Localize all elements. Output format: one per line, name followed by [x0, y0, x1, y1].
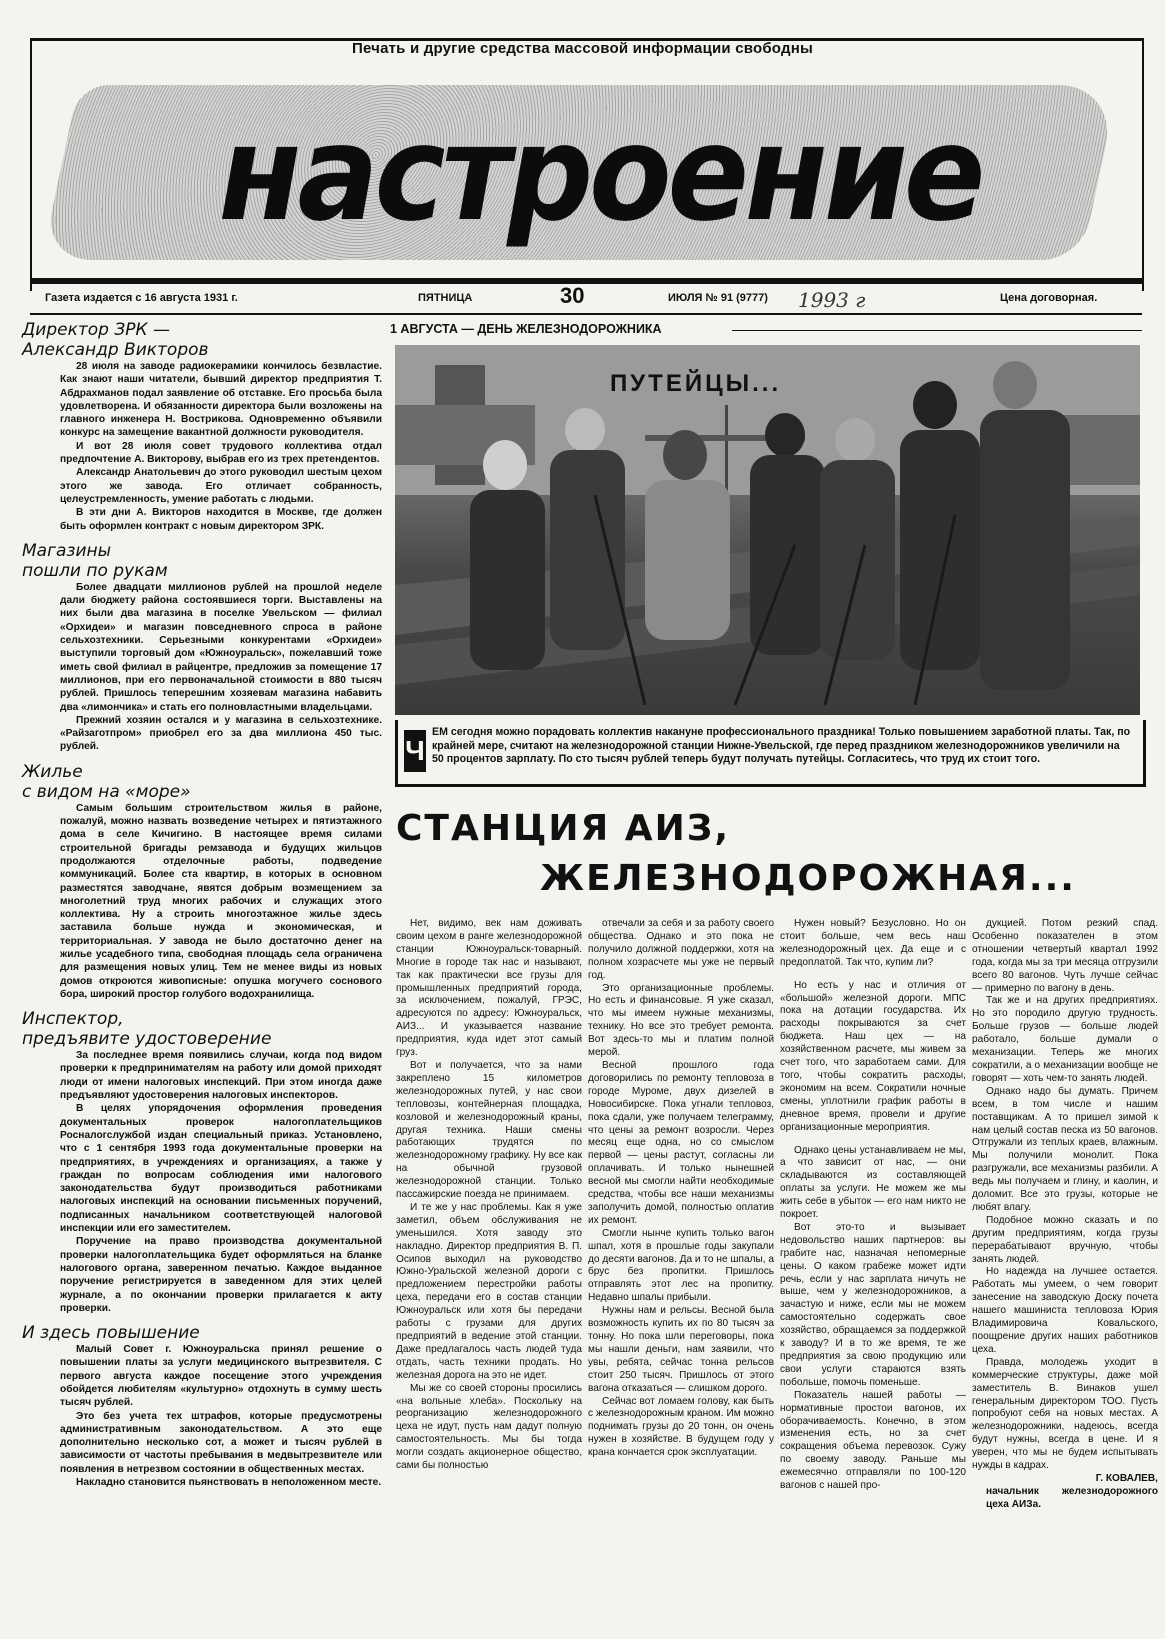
brief-body — [60, 581, 382, 754]
article-headline-line1: СТАНЦИЯ АИЗ, — [396, 808, 730, 849]
left-news-column — [22, 320, 382, 1497]
brief-paragraph: Александр Анатольевич до этого руководил шестым цехом этого же завода. Его отличает собранность, целеустремленность, умение работать с людьми. — [60, 467, 382, 505]
brief-title-line: Александр Викторов — [22, 340, 209, 360]
brief-paragraph: И вот 28 июля совет трудового коллектива отдал предпочтение А. Викторову, выбрав его из трех претендентов. — [60, 440, 382, 466]
article-author: Г. КОВАЛЕВ, — [1095, 1472, 1158, 1484]
brief-title-line: предъявите удостоверение — [22, 1029, 272, 1050]
brief-paragraph: Прежний хозяин остался и у магазина в сельхозтехнике. «Райзаготпром» приобрел его за два миллиона 450 тыс. рублей. — [60, 714, 382, 753]
brief-title-line: с видом на «море» — [22, 781, 191, 802]
news-brief — [22, 762, 382, 1001]
brief-title-line: Инспектор, — [22, 1009, 124, 1030]
brief-paragraph: В целях упорядочения оформления проведения документальных проверок налогоплательщиков Росналогслужбой издан специальный приказ. Установлено, что с 1 сентября 1993 года документальные проверки на предприятиях, в учреждениях и организациях, а также у граждан по вопросам соблюдения ими налогового законодательства будут производиться работниками налоговых инспекций на основании письменных поручений, подписанных начальником соответствующей налоговой инспекции или его заместителем. — [60, 1103, 382, 1235]
article-paragraph: Показатель нашей работы — нормативные простои вагонов, их оборачиваемость. Конечно, в этом изменения есть, но за счет сокращения объема перевозок. Сужу по своему заводу. Раньше мы ежемесячно отправляли по 100-120 вагонов с нашей про- — [780, 1389, 966, 1492]
photo-title: ПУТЕЙЦЫ... — [610, 370, 782, 397]
handwritten-year: 1993 г — [798, 288, 866, 312]
brief-paragraph: Более двадцати миллионов рублей на прошлой неделе дали бюджету района состоявшиеся торги. Выставлены на них были два магазина в поселке Увельском — филиал «Орхидеи» и магазин повседневного спроса в районе сельхозтехники. Серьезными конкурентами «Орхидеи» выступили торговый дом «Южноуральск», пожелавший тоже иметь свой филиал в райцентре, предложив за помещение 17 миллионов, при его первоначальной стоимости в 880 тысяч рублей. Пришлось теперешним хозяевам магазина набавить два «лимончика» и стать его полновластными владельцами. — [60, 581, 382, 713]
brief-title-line: Директор ЗРК — — [22, 320, 170, 340]
article-paragraph: Но надежда на лучшее остается. Работать мы умеем, о чем говорит занесение на заводскую Доску почета нашего машиниста тепловоза Юрия Владимировича Ковальского, поощрение других наших работников цеха. — [972, 1266, 1158, 1355]
brief-body — [60, 360, 382, 533]
article-paragraph: Смогли нынче купить только вагон шпал, хотя в прошлые годы закупали до десяти вагонов. Да и то не шпалы, а брус без пропитки. Пришлось отправлять этот лес на пропитку. Недавно шпалы прибыли. — [588, 1227, 774, 1304]
brief-paragraph: Малый Совет г. Южноуральска принял решение о повышении платы за услуги медицинского вытрезвителя. С первого августа каждое посещение этого учреждения обойдется любителям «культурно» отдохнуть в сумму шесть тысяч рублей. — [60, 1344, 382, 1409]
masthead-motto: Печать и другие средства массовой информации свободны — [352, 40, 813, 57]
article-paragraph: дукцией. Потом резкий спад. Особенно показателен в этом отношении четвертый квартал 1992 года, когда мы за три месяца отгрузили всего 80 вагонов. Чуть лучше сейчас — примерно по вагону в день. — [972, 918, 1158, 994]
newspaper-logo: настроение — [218, 98, 982, 251]
article-paragraph: Но есть у нас и отличия от «большой» железной дороги. МПС пока на дотации государства. Их расходы покрываются за счет бюджета. Наш цех — на хозяйственном расчете, мы живем за счет того, что заработаем сами. Для того, чтобы сократить расходы, экономим на всем. Сократили ночные смены, уплотнили график работы в дневное время, провели и другие организационные мероприятия. — [780, 979, 966, 1133]
kicker-rule — [732, 330, 1142, 331]
news-brief — [22, 1009, 382, 1315]
founded-line: Газета издается с 16 августа 1931 г. — [45, 292, 238, 304]
issue-month-number: ИЮЛЯ № 91 (9777) — [668, 292, 768, 304]
article-column-3 — [780, 918, 966, 1493]
article-paragraph: Весной прошлого года договорились по ремонту тепловоза в городе Муроме, двух дизелей в Новосибирске. Пока угнали тепловоз, пока сдали, уже получаем телеграмму, что цены за ремонт возросли. Через месяц еще одна, но со смыслом первой — цены растут, согласны ли оплачивать. И только нынешней весной мы смогли найти необходимые средства, чтобы все наши механизмы заполучить домой, полностью оплатив их ремонт. — [588, 1059, 774, 1226]
feature-kicker: 1 АВГУСТА — ДЕНЬ ЖЕЛЕЗНОДОРОЖНИКА — [390, 322, 662, 336]
brief-paragraph: За последнее время появились случаи, когда под видом проверки к предпринимателям на работу или домой приходят люди от имени налоговых инспекций. При этом иногда даже предъявляют удостоверения налоговых инспекторов. — [60, 1050, 382, 1102]
article-paragraph: Мы же со своей стороны просились «на вольные хлеба». Поскольку на реорганизацию железнодорожного цеха не идут, пусть нам дадут полную самостоятельность. Мы бы тогда могли создать акционерное общество, сами бы полностью — [396, 1382, 582, 1472]
brief-title-line: Магазины — [22, 540, 112, 561]
article-paragraph: Это организационные проблемы. Но есть и финансовые. Я уже сказал, что мы имеем нужные механизмы, технику. Но все это требует ремонта. Вот здесь-то мы и платим полной мерой. — [588, 982, 774, 1059]
weekday: ПЯТНИЦА — [418, 292, 473, 304]
news-brief — [22, 541, 382, 754]
news-brief — [22, 320, 382, 533]
article-paragraph: Нужен новый? Безусловно. Но он стоит больше, чем весь наш железнодорожный цех. Да еще и с предоплатой. Так что, купим ли? — [780, 918, 966, 968]
article-paragraph: Однако цены устанавливаем не мы, а что зависит от нас, — они складываются из составляющей оплаты за услуги. Не можем же мы жить себе в убыток — его нам никто не покроет. — [780, 1144, 966, 1221]
article-paragraph: И те же у нас проблемы. Как я уже заметил, объем обслуживания не уменьшился. Хотя заводу это накладно. Директор предприятия В. П. Осипов выходил на руководство Южно-Уральской железной дороги с предложением перестройки работы цеха, передачи его в состав станции Южноуральск или хотя бы передачи работы с грузами для других предприятий в ведение этой станции. Даже предлагалось часть людей туда отдать, часть техники продать. Но железная дорога на это не идет. — [396, 1201, 582, 1381]
brief-body — [60, 1343, 382, 1489]
brief-title-line: Жилье — [22, 761, 83, 782]
article-paragraph: Нужны нам и рельсы. Весной была возможность купить их по 80 тысяч за тонну. Но пока шли переговоры, пока мы нашли деньги, нам заявили, что увы, ребята, сейчас тонна рельсов стоит 250 тысяч. Пришлось от этого вагона отказаться — слишком дорого. — [588, 1305, 774, 1394]
masthead-rule — [30, 278, 1142, 284]
article-paragraph: Правда, молодежь уходит в коммерческие структуры, даже мой заместитель В. Винаков ушел генеральным директором ТОО. Пусть попробуют себя на новых местах. А железнодорожники, надеюсь, всегда будут нужны, всегда в цене. И я уверен, что мы не будем испытывать нужды в кадрах. — [972, 1356, 1158, 1472]
brief-title-line: пошли по рукам — [22, 560, 168, 581]
brief-paragraph: Накладно становится пьянствовать в неположенном месте. — [76, 1477, 382, 1489]
brief-paragraph: В эти дни А. Викторов находится в Москве, где должен быть оформлен контракт с новым директором ЗРК. — [60, 507, 382, 532]
news-brief — [22, 1323, 382, 1489]
issue-day: 30 — [560, 283, 585, 308]
article-paragraph: Вот это-то и вызывает недовольство наших партнеров: вы грабите нас, назначая непомерные цены. О каком грабеже может идти речь, если у нас зарплата ничуть не выше, чем у железнодорожников, а зачастую и ниже, если мы не можем самостоятельно содержать свое хозяйство, обращаемся за поддержкой к заводу? И в то же время, те же предприятия за свою продукцию или свои услуги стараются взять побольше, помочь поменьше. — [780, 1221, 966, 1388]
caption-drop-cap: Ч — [404, 730, 426, 772]
photo-illustration — [395, 345, 1140, 715]
article-paragraph: Однако надо бы думать. Причем всем, в том числе и нашим поставщикам. А то пришел зимой к нам целый состав песка из 50 вагонов. Отгружали из теплых краев, влажным. Мы получили монолит. Пока разгружали, все механизмы разбили. А ведь мы получаем и глину, и каолин, и доломит. Все это грузы, которые не любят влагу. — [972, 1085, 1158, 1213]
brief-body — [60, 1049, 382, 1315]
brief-body — [60, 802, 382, 1001]
article-headline-line2: ЖЕЛЕЗНОДОРОЖНАЯ... — [540, 858, 1076, 899]
article-paragraph: Подобное можно сказать и по другим предприятиям, когда грузы перерабатывают вручную, чтобы занять людей. — [972, 1214, 1158, 1265]
brief-paragraph: Самым большим строительством жилья в районе, пожалуй, можно назвать возведение четырех и пятиэтажного дома в селе Кичигино. В настоящее время силами строительной бригады ремзавода и будущих жильцов продолжаются отделочные работы, подведение коммуникаций. Более ста квартир, в которых в основном разместятся заводчане, явятся добрым возмещением за многолетний труд многих рабочих и служащих этого коллектива. Ну а строить многоэтажное жилье здесь заставила больше нужда и экономическая, и территориальная. У завода не было достаточно денег на жилье усадебного типа, свободная площадь села ограничена для размещения новых улиц. Тем не менее виды из новых домов откроются живописные: опушка могучего соснового бора, широкий простор голубого водохранилища. — [60, 802, 382, 1000]
brief-paragraph: Это без учета тех штрафов, которые предусмотрены административным законодательством. А это еще дополнительно несколько сот, а может и тысяч рублей в зависимости от частоты пребывания в медвытрезвителе или появления в нетрезвом состоянии в общественных местах. — [60, 1410, 382, 1475]
photo-caption: ЕМ сегодня можно порадовать коллектив накануне профессионального праздника! Только повышением заработной платы. Так, по крайней мере, считают на железнодорожной станции Нижне-Увельской, где перед праздником железнодорожников увеличили на 50 процентов зарплату. По сто тысяч рублей теперь будут получать путейцы. Согласитесь, что труд их стоит того. — [432, 726, 1131, 765]
railway-workers-photo — [395, 345, 1140, 715]
article-column-1 — [396, 918, 582, 1473]
article-paragraph: Нет, видимо, век нам доживать своим цехом в ранге железнодорожной станции Южноуральск-товарный. Многие в городе так нас и называют, так как практически все грузы для промышленных предприятий города, за исключением, пожалуй, ГРЭС, адресуются по адресу: Южноуральск, АИЗ... И указывается название предприятия, куда идет этот самый груз. — [396, 918, 582, 1059]
info-row-rule — [30, 313, 1142, 315]
article-paragraph: отвечали за себя и за работу своего общества. Однако и это пока не получило должной поддержки, хотя на полном хозрасчете мы уже не первый год. — [588, 918, 774, 981]
brief-paragraph: 28 июля на заводе радиокерамики кончилось безвластие. Как знают наши читатели, бывший директор предприятия Т. Абдрахманов подал заявление об отставке. Его просьба была удовлетворена. И обязанности директора были возложены на главного инженера Н. Вострикова. Одновременно объявили конкурс на замещение вакантной должности руководителя. — [60, 361, 382, 439]
article-paragraph: Сейчас вот ломаем голову, как быть с железнодорожным краном. Им можно поднимать грузы до 20 тонн, он очень нужен в хозяйстве. В будущем году у крана кончается срок эксплуатации. — [588, 1395, 774, 1459]
article-column-4 — [972, 918, 1158, 1512]
article-column-2 — [588, 918, 774, 1460]
brief-title-line: И здесь повышение — [22, 1323, 200, 1344]
price-line: Цена договорная. — [1000, 292, 1098, 304]
article-author-title: начальник железнодорожного цеха АИЗа. — [986, 1485, 1158, 1510]
article-paragraph: Так же и на других предприятиях. Но это породило другую трудность. Больше грузов — больше людей работало, больше думали о механизации. Теперь же многих сократили, а о механизации вообще не говорят — хоть чем-то занять людей. — [972, 995, 1158, 1084]
article-paragraph: Вот и получается, что за нами закреплено 15 километров железнодорожных путей, у нас свои тепловозы, контейнерная площадка, козловой и железнодорожный краны, другая техника. Наши смены работающих трудятся по железнодорожному графику. Ну все как на обычной грузовой железнодорожной станции. Только пассажирские поезда не принимаем. — [396, 1059, 582, 1201]
brief-paragraph: Поручение на право производства документальной проверки налогоплательщика будет оформляться на бланке налогового органа, заверенном печатью. Каждое выданное поручение регистрируется в заведенном для этих целей журнале, а по окончании проверки прилагается к акту проверки. — [60, 1236, 382, 1314]
